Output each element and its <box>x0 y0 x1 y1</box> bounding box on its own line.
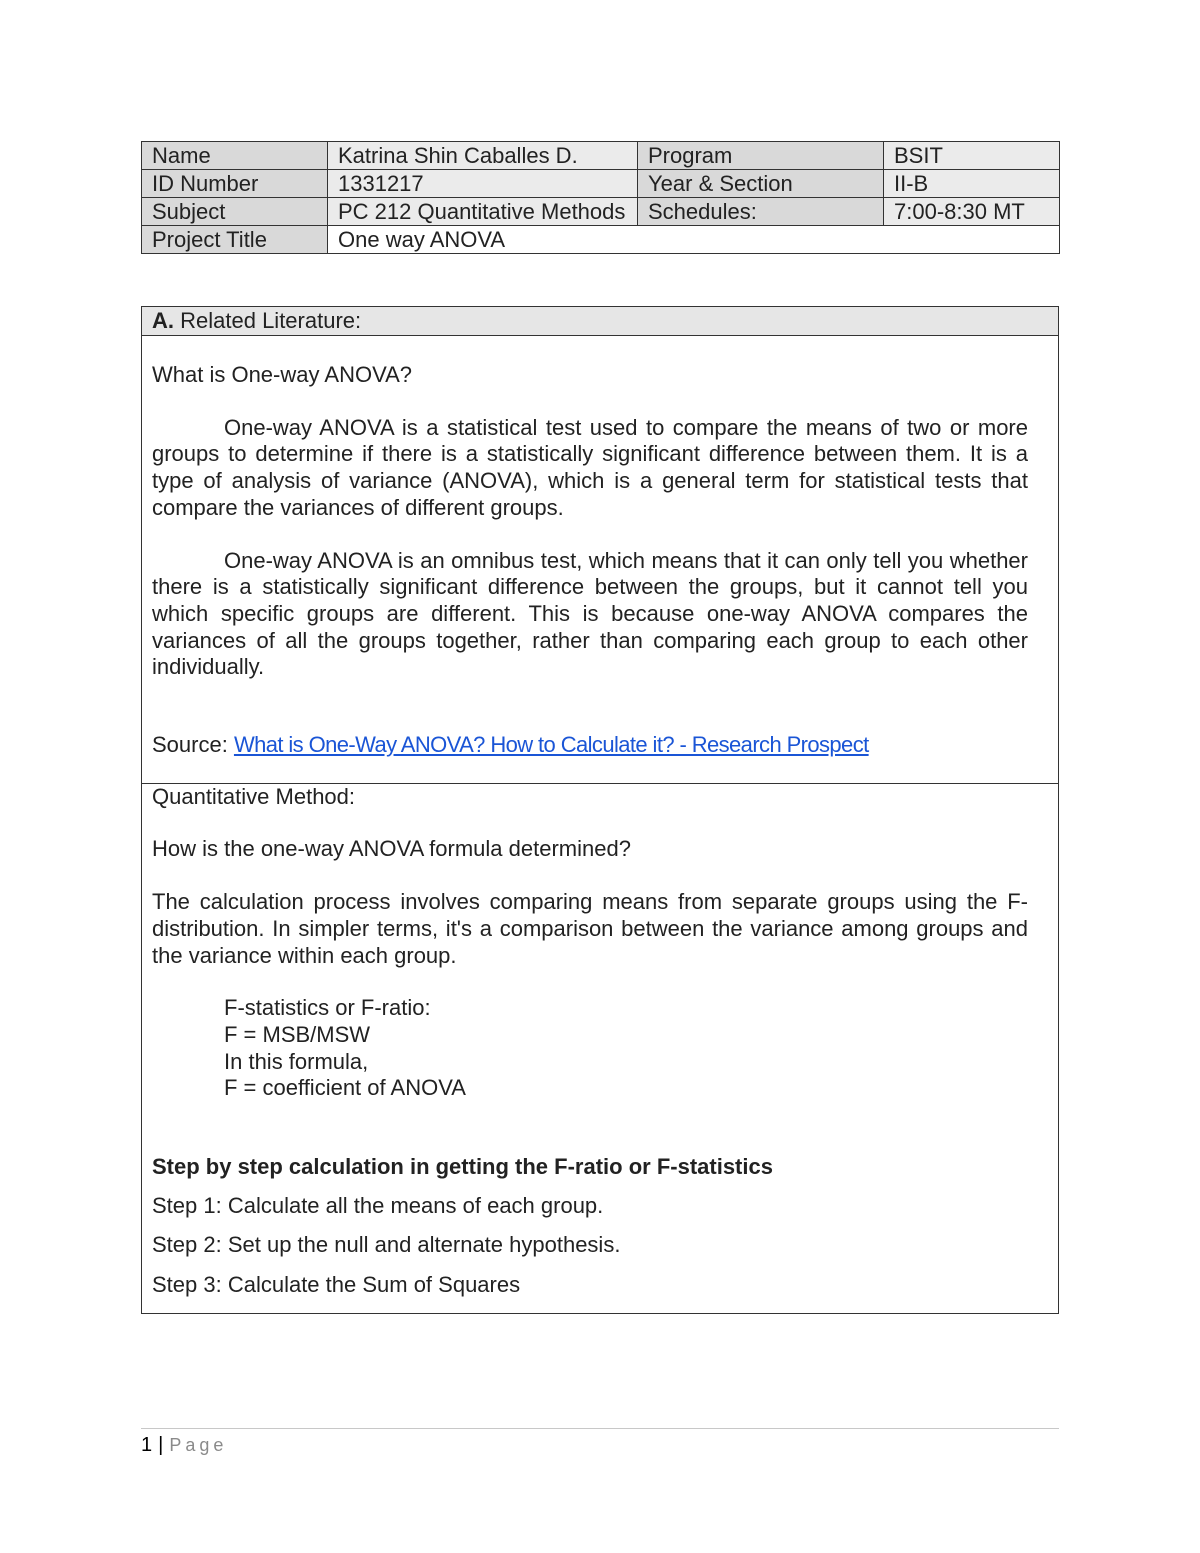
related-literature-heading <box>142 307 1058 336</box>
quantitative-method-section <box>142 784 1058 1313</box>
section-title: Related Literature: <box>180 308 362 333</box>
literature-paragraph-1: One-way ANOVA is a statistical test used to compare the means of two or more groups to determine if there is a statistically significant difference between them. It is a type of analysis of variance (ANOVA), which is a general term for statistical tests that compare the variances of different groups. <box>152 414 1028 520</box>
step-item: Step 1: Calculate all the means of each group. <box>152 1192 604 1218</box>
info-row-project <box>142 226 1060 254</box>
formula-line: F-statistics or F-ratio: <box>224 995 431 1021</box>
related-literature-section <box>142 336 1058 784</box>
name-label: Name <box>142 142 328 170</box>
formula-line: F = coefficient of ANOVA <box>224 1075 466 1101</box>
schedules-label: Schedules: <box>638 198 884 226</box>
subject-label: Subject <box>142 198 328 226</box>
formula-line: In this formula, <box>224 1048 369 1074</box>
source-label: Source: <box>152 732 234 758</box>
info-row-name <box>142 142 1060 170</box>
page-word: Page <box>169 1435 228 1455</box>
program-label: Program <box>638 142 884 170</box>
source-link[interactable]: What is One-Way ANOVA? How to Calculate it? - Research Prospect <box>233 732 869 758</box>
student-info-table <box>141 141 1060 254</box>
method-paragraph: The calculation process involves comparing means from separate groups using the F-distribution. In simpler terms, it's a comparison between the variance among groups and the variance within each group. <box>152 889 1028 968</box>
project-title-label: Project Title <box>142 226 328 254</box>
page-separator: | <box>158 1434 164 1456</box>
content-box <box>141 306 1059 1314</box>
method-question: How is the one-way ANOVA formula determined? <box>152 836 631 862</box>
program-value: BSIT <box>884 142 1060 170</box>
footer-divider <box>141 1428 1059 1429</box>
step-item: Step 3: Calculate the Sum of Squares <box>152 1272 521 1298</box>
source-line <box>152 732 1028 759</box>
schedules-value: 7:00-8:30 MT <box>884 198 1060 226</box>
method-heading: Quantitative Method: <box>152 783 356 809</box>
info-row-id <box>142 170 1060 198</box>
step-item: Step 2: Set up the null and alternate hypothesis. <box>152 1232 621 1258</box>
id-label: ID Number <box>142 170 328 198</box>
literature-question: What is One-way ANOVA? <box>152 362 413 387</box>
year-section-label: Year & Section <box>638 170 884 198</box>
formula-block <box>152 995 1028 1102</box>
subject-value: PC 212 Quantitative Methods <box>328 198 638 226</box>
project-title-value: One way ANOVA <box>328 226 1060 254</box>
section-letter: A. <box>152 308 174 333</box>
literature-paragraph-2: One-way ANOVA is an omnibus test, which means that it can only tell you whether there is a statistically significant difference between the groups, but it cannot tell you which specific groups are different. This is because one-way ANOVA compares the variances of all the groups together, rather than comparing each group to each other individually. <box>152 547 1028 680</box>
page-footer <box>141 1432 227 1458</box>
info-row-subject <box>142 198 1060 226</box>
year-section-value: II-B <box>884 170 1060 198</box>
steps-heading: Step by step calculation in getting the F-ratio or F-statistics <box>152 1154 773 1180</box>
id-value: 1331217 <box>328 170 638 198</box>
formula-line: F = MSB/MSW <box>224 1021 371 1047</box>
name-value: Katrina Shin Caballes D. <box>328 142 638 170</box>
page-number: 1 <box>141 1434 153 1456</box>
